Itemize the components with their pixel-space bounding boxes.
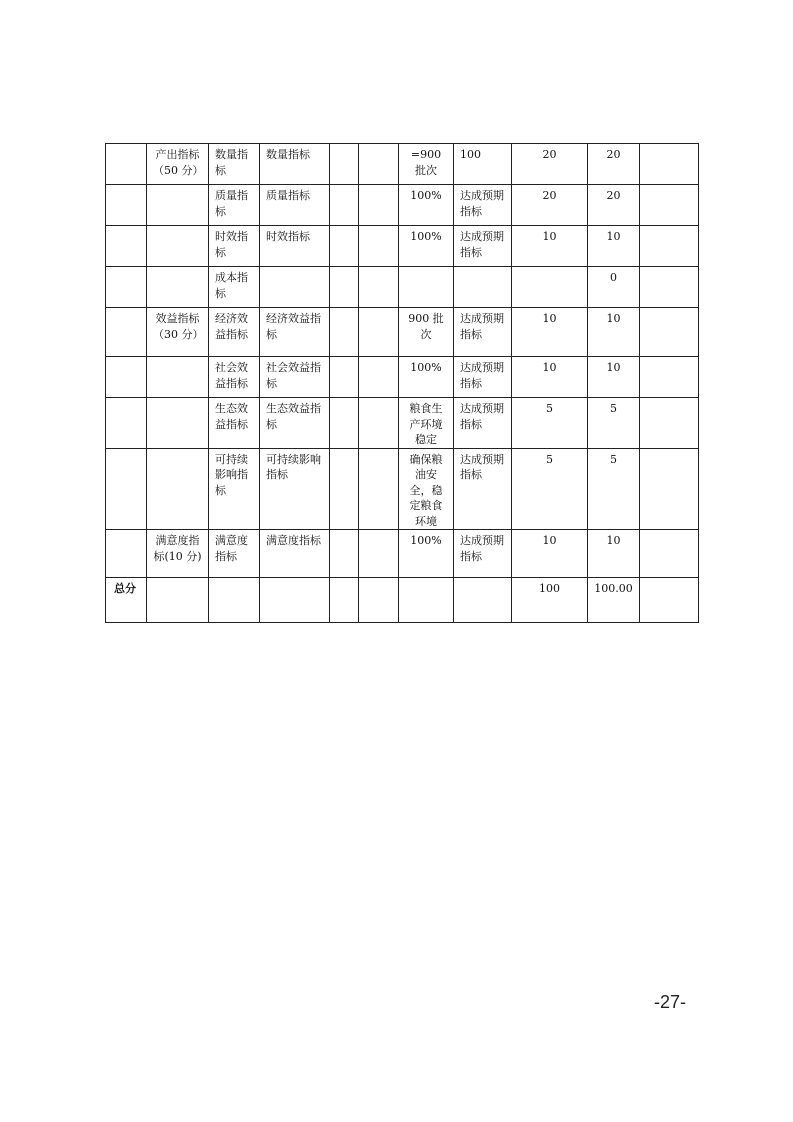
table-cell xyxy=(330,448,359,530)
table-cell xyxy=(359,185,399,226)
table-cell xyxy=(106,185,147,226)
table-cell: 数量指标 xyxy=(209,144,260,185)
table-cell: 10 xyxy=(588,226,640,267)
table-cell xyxy=(640,448,699,530)
table-cell: 质量指标 xyxy=(209,185,260,226)
table-cell: 5 xyxy=(588,398,640,449)
table-cell: 粮食生产环境稳定 xyxy=(399,398,454,449)
table-cell xyxy=(359,144,399,185)
table-cell: 100% xyxy=(399,226,454,267)
table-cell xyxy=(106,398,147,449)
table-cell xyxy=(640,308,699,357)
table-cell xyxy=(330,185,359,226)
table-cell: 100% xyxy=(399,185,454,226)
table-cell xyxy=(454,578,512,623)
table-cell: 产出指标（50 分） xyxy=(147,144,209,185)
table-row xyxy=(106,267,699,308)
table-cell: 时效指标 xyxy=(209,226,260,267)
table-cell xyxy=(640,530,699,578)
table-cell: 10 xyxy=(512,357,588,398)
table-cell: =900 批次 xyxy=(399,144,454,185)
table-cell xyxy=(106,530,147,578)
table-cell: 满意度指标 xyxy=(209,530,260,578)
table-cell: 达成预期指标 xyxy=(454,308,512,357)
table-cell: 10 xyxy=(512,530,588,578)
table-row xyxy=(106,448,699,530)
table-cell xyxy=(330,398,359,449)
table-cell xyxy=(359,267,399,308)
table-cell: 10 xyxy=(512,226,588,267)
table-cell xyxy=(640,226,699,267)
page-number: -27- xyxy=(654,992,687,1012)
table-cell: 生态效益指标 xyxy=(260,398,330,449)
table-cell xyxy=(359,308,399,357)
table-cell: 效益指标（30 分） xyxy=(147,308,209,357)
table-cell: 100% xyxy=(399,357,454,398)
table-row xyxy=(106,185,699,226)
table-cell xyxy=(359,226,399,267)
table-cell xyxy=(640,144,699,185)
table-cell: 成本指标 xyxy=(209,267,260,308)
table-cell xyxy=(147,357,209,398)
table-cell: 10 xyxy=(512,308,588,357)
table-cell xyxy=(359,530,399,578)
table-cell xyxy=(330,226,359,267)
table-cell: 0 xyxy=(588,267,640,308)
table-cell: 达成预期指标 xyxy=(454,357,512,398)
total-weight: 100 xyxy=(512,578,588,623)
table-cell: 10 xyxy=(588,308,640,357)
table-cell xyxy=(106,226,147,267)
table-cell xyxy=(147,267,209,308)
table-row xyxy=(106,578,699,623)
table-cell: 5 xyxy=(588,448,640,530)
total-score: 100.00 xyxy=(588,578,640,623)
table-cell xyxy=(106,357,147,398)
table-cell: 达成预期指标 xyxy=(454,226,512,267)
table-cell: 确保粮油安全，稳定粮食环境 xyxy=(399,448,454,530)
table-cell xyxy=(106,267,147,308)
table-cell xyxy=(399,267,454,308)
table-cell xyxy=(106,308,147,357)
table-cell: 5 xyxy=(512,398,588,449)
table-cell: 社会效益指标 xyxy=(260,357,330,398)
table-cell xyxy=(330,357,359,398)
table-cell: 社会效益指标 xyxy=(209,357,260,398)
table-cell: 生态效益指标 xyxy=(209,398,260,449)
table-cell: 满意度指标 xyxy=(260,530,330,578)
table-row xyxy=(106,357,699,398)
table-cell: 20 xyxy=(588,144,640,185)
performance-indicator-table xyxy=(105,143,699,623)
table-cell: 数量指标 xyxy=(260,144,330,185)
table-cell: 可持续影响指标 xyxy=(260,448,330,530)
table-row xyxy=(106,144,699,185)
table-cell: 20 xyxy=(512,185,588,226)
table-cell xyxy=(330,144,359,185)
table-cell: 达成预期指标 xyxy=(454,448,512,530)
table-cell: 20 xyxy=(512,144,588,185)
table-cell xyxy=(260,578,330,623)
table-cell: 满意度指标(10 分) xyxy=(147,530,209,578)
table-cell: 质量指标 xyxy=(260,185,330,226)
table-cell: 达成预期指标 xyxy=(454,530,512,578)
table-cell xyxy=(512,267,588,308)
table-cell xyxy=(147,448,209,530)
table-cell: 时效指标 xyxy=(260,226,330,267)
table-cell: 可持续影响指标 xyxy=(209,448,260,530)
table-cell xyxy=(359,448,399,530)
table-cell xyxy=(399,578,454,623)
table-cell: 20 xyxy=(588,185,640,226)
total-label: 总分 xyxy=(106,578,147,623)
table-cell xyxy=(330,267,359,308)
table-cell: 900 批次 xyxy=(399,308,454,357)
table-cell xyxy=(359,578,399,623)
table-cell xyxy=(330,308,359,357)
table-cell xyxy=(454,267,512,308)
table-cell xyxy=(640,398,699,449)
table-cell xyxy=(147,398,209,449)
table-cell xyxy=(359,357,399,398)
table-row xyxy=(106,308,699,357)
table-cell: 100% xyxy=(399,530,454,578)
table-cell xyxy=(106,144,147,185)
table-cell: 10 xyxy=(588,357,640,398)
table-cell xyxy=(640,578,699,623)
table-cell xyxy=(147,226,209,267)
table-row xyxy=(106,226,699,267)
table-cell: 达成预期指标 xyxy=(454,185,512,226)
table-cell xyxy=(260,267,330,308)
table-cell xyxy=(106,448,147,530)
table-cell: 5 xyxy=(512,448,588,530)
table-cell: 10 xyxy=(588,530,640,578)
table-cell xyxy=(640,267,699,308)
table-cell xyxy=(209,578,260,623)
table-cell xyxy=(640,357,699,398)
table-cell: 达成预期指标 xyxy=(454,398,512,449)
table-row xyxy=(106,530,699,578)
table-cell: 经济效益指标 xyxy=(209,308,260,357)
table-cell xyxy=(330,578,359,623)
table-cell xyxy=(330,530,359,578)
table-row xyxy=(106,398,699,449)
table-cell xyxy=(359,398,399,449)
table-cell: 100 xyxy=(454,144,512,185)
table-cell xyxy=(147,185,209,226)
table-cell xyxy=(147,578,209,623)
table-cell xyxy=(640,185,699,226)
table-cell: 经济效益指标 xyxy=(260,308,330,357)
